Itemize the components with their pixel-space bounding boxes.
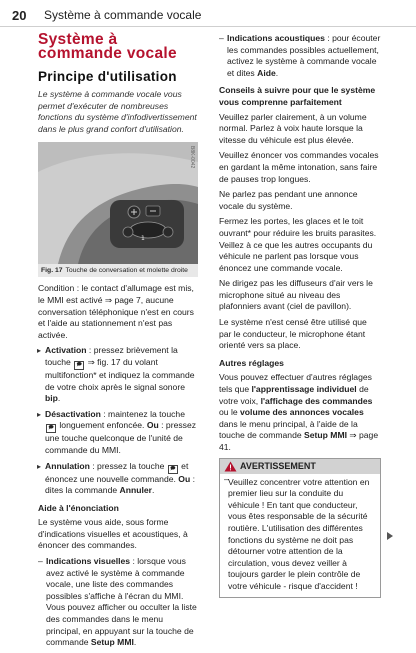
bullet-bold: Ou	[146, 420, 159, 431]
item-bold: Aide	[257, 67, 276, 78]
bullet-label: Désactivation	[45, 408, 101, 419]
item-text: : pour écouter les commandes possibles actuellement, activez le système à commande vocale et dites	[227, 33, 381, 78]
item-text: : lorsque vous avez activé le système à commande vocale, une liste des commandes possibles s'affiche à l'écran du MMI. Vous pouvez afficher ou occulter la liste des commandes dans le menu principal, en appuyant sur la touche de commande	[46, 556, 197, 648]
advice-paragraph: Le système n'est censé être utilisé que par le conducteur, le microphone étant orienté vers sa place.	[219, 317, 367, 351]
para-bold: l'apprentissage individuel	[251, 384, 357, 395]
right-column	[219, 33, 381, 598]
para-text: dans le menu principal, à l'aide de la touche de commande	[219, 418, 358, 441]
item-label: Indications acoustiques	[227, 33, 325, 43]
para-bold: volume des annonces vocales	[240, 407, 364, 418]
para-text: de votre voix,	[219, 384, 369, 406]
item-text: .	[133, 637, 137, 648]
figure-steering-wheel	[38, 142, 198, 264]
left-column	[38, 33, 198, 653]
figure-caption	[38, 264, 198, 277]
bullet-label: Annulation	[45, 460, 90, 471]
bullet-text: : dites la commande	[45, 473, 196, 496]
advice-paragraph: Ne parlez pas pendant une annonce vocale du système.	[219, 189, 358, 211]
bullet-text: et énoncez une nouvelle commande.	[45, 460, 189, 484]
bullet-label: Activation	[45, 345, 87, 356]
bullet-cancel	[38, 461, 198, 497]
advice-paragraph: Veuillez parler clairement, à un volume normal. Parlez à voix haute lorsque la vitesse du véhicule est plus élevée.	[219, 111, 367, 145]
other-settings-heading: Autres réglages	[219, 357, 284, 368]
item-bold: Setup MMI	[90, 637, 134, 648]
para-text: ⇒ page 41.	[219, 430, 379, 452]
help-paragraph: Le système vous aide, sous forme d'indications visuelles et acoustiques, à énoncer des commandes.	[38, 517, 188, 551]
warning-triangle-icon	[224, 461, 237, 472]
continue-arrow-icon	[387, 532, 393, 540]
bullet-bold: bip	[45, 393, 58, 404]
condition-paragraph: Condition : le contact d'allumage est mis, le MMI est activé ⇒ page 7, aucune conversation téléphonique n'est en cours et l'aide au stationnement n'est pas activée.	[38, 283, 194, 340]
bullet-text: : pressez la touche	[89, 460, 167, 471]
bullet-text: ⇒ fig. 17 du volant multifonction* et indiquez la commande de votre choix après le signal sonore	[45, 356, 195, 392]
para-text: Vous pouvez effectuer d'autres réglages tels que	[219, 372, 372, 395]
figure-number: Fig. 17	[41, 267, 63, 275]
warning-text: – Veuillez concentrer votre attention en premier lieu sur la conduite du véhicule ! En tant que conducteur, vous êtes responsable de la sécurité routière. L'utilisation des différentes fonctions du système ne doit pas détourner votre attention de la circulation, vous devez veiller à toujours garder le plein contrôle de votre véhicule - risque d'accident !	[224, 474, 380, 597]
page-number: 20	[12, 8, 27, 23]
bullet-deactivation	[38, 409, 198, 457]
talk-button-icon: 🗩	[168, 465, 178, 474]
item-text: .	[275, 67, 279, 78]
running-title: Système à commande vocale	[44, 8, 202, 22]
figure-caption-text: Touche de conversation et molette droite	[65, 267, 188, 275]
svg-text:1: 1	[141, 235, 145, 243]
warning-title: AVERTISSEMENT	[240, 460, 316, 471]
intro-paragraph: Le système à commande vocale vous permet d'exécuter de nombreuses fonctions du système d'infodivertissement dans le plus grand confort d'utilisation.	[38, 89, 197, 134]
acoustic-indications	[219, 33, 381, 79]
bullet-activation	[38, 345, 198, 404]
visual-indications	[38, 556, 198, 649]
bullet-text: : pressez une touche quelconque de l'unité de commande du MMI.	[45, 420, 197, 455]
advice-paragraph: Ne dirigez pas les diffuseurs d'air vers le microphone situé au niveau des plafonniers avant (ciel de pavillon).	[219, 278, 373, 312]
advice-paragraph: Veuillez énoncer vos commandes vocales en gardant la même intonation, sans faire de pauses trop longues.	[219, 150, 379, 184]
subsection-title: Principe d'utilisation	[38, 69, 177, 84]
para-bold: l'affichage des commandes	[260, 395, 373, 406]
talk-button-icon: 🗩	[74, 361, 84, 370]
item-label: Indications visuelles	[46, 556, 131, 567]
bullet-text: : pressez brièvement la touche	[45, 345, 178, 367]
bullet-bold: Ou	[178, 473, 191, 484]
help-heading: Aide à l'énonciation	[38, 502, 119, 513]
bullet-bold: Annuler	[119, 485, 152, 496]
advice-heading: Conseils à suivre pour que le système vous comprenne parfaitement	[219, 85, 376, 107]
bullet-text: : maintenez la touche	[100, 408, 185, 419]
figure-code: B8K-0042	[189, 146, 195, 169]
bullet-text: .	[57, 393, 61, 404]
other-settings-paragraph	[219, 372, 381, 453]
page-header	[0, 0, 416, 27]
advice-paragraph: Fermez les portes, les glaces et le toit ouvrant* pour réduire les bruits parasites. Veillez à ce que les autres occupants du véhicule ne parlent pas lorsque vous énoncez une commande vocale.	[219, 216, 377, 273]
para-bold: Setup MMI	[304, 430, 348, 441]
steering-wheel-illustration	[38, 142, 198, 264]
bullet-text: .	[151, 485, 155, 496]
warning-header	[220, 459, 380, 474]
bullet-text: longuement enfoncée.	[57, 420, 147, 431]
talk-button-icon: 🗩	[46, 424, 56, 433]
warning-box	[219, 458, 381, 598]
section-title: Système à commande vocale	[38, 31, 177, 62]
para-text: ou le	[219, 407, 241, 418]
